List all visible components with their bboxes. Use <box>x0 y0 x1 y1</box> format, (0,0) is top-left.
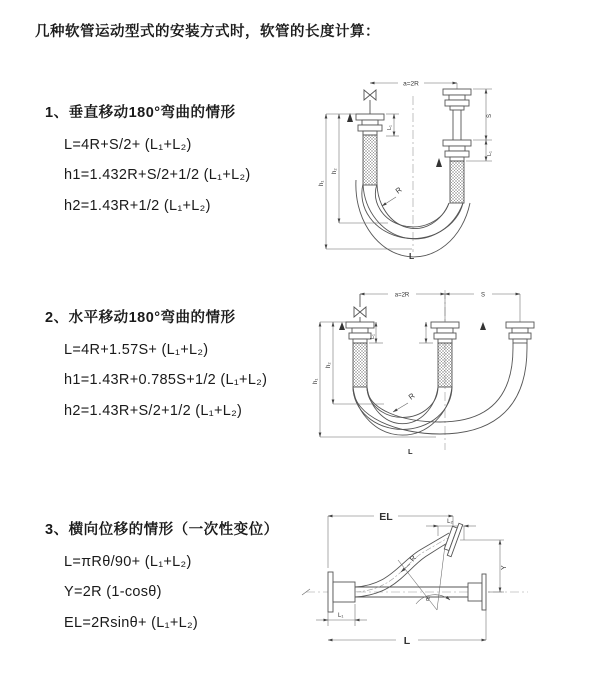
movement-arrow-icon <box>480 322 486 330</box>
dim-label-h1: h₁ <box>313 378 319 384</box>
dim-label-r: R <box>407 553 419 564</box>
dim-label-l1: L₁ <box>487 151 493 156</box>
dim-label-s: S <box>487 113 493 118</box>
dim-label-l-bottom: L <box>408 447 413 456</box>
dim-label-h1: h₁ <box>319 180 325 186</box>
dim-label-l2: L₂ <box>447 519 453 525</box>
dim-label-l-bottom: L <box>409 251 415 261</box>
formula-line: h2=1.43R+S/2+1/2 (L₁+L₂) <box>64 402 243 419</box>
formula-line: Y=2R (1-cosθ) <box>64 584 162 600</box>
formula-line: EL=2Rsinθ+ (L₁+L₂) <box>64 614 199 631</box>
dim-label-el: EL <box>379 511 393 523</box>
dimension-el <box>328 511 453 568</box>
left-pipe-assembly <box>356 100 384 185</box>
formula-line: h2=1.43R+1/2 (L₁+L₂) <box>64 197 211 214</box>
braided-hose <box>363 135 377 185</box>
braided-hose <box>353 343 367 387</box>
dim-label-h2: h₂ <box>332 168 338 174</box>
braided-hose <box>450 161 464 203</box>
dim-label-a2r: a=2R <box>403 80 419 88</box>
right-pipe-assembly <box>443 89 471 203</box>
left-flange <box>328 572 355 612</box>
braided-hose <box>438 343 452 387</box>
section-horizontal-movement <box>45 306 267 419</box>
dim-label-l1: L₁ <box>338 613 344 619</box>
dim-label-r: R <box>393 185 404 196</box>
formula-line: h1=1.43R+0.785S+1/2 (L₁+L₂) <box>64 372 268 388</box>
movement-arrow-icon <box>347 113 353 122</box>
dim-label-l1: L₁ <box>370 334 376 339</box>
dimension-a-2r <box>360 293 445 299</box>
middle-pipe-assembly <box>431 294 459 387</box>
diagram-horizontal-180-bend <box>308 282 598 464</box>
section-2-heading: 2、水平移动180°弯曲的情形 <box>45 310 236 326</box>
movement-arrow-icon <box>436 158 442 167</box>
dimension-s <box>473 89 493 140</box>
left-pipe-assembly <box>346 322 374 387</box>
dim-label-s: S <box>480 292 486 299</box>
section-1-heading: 1、垂直移动180°弯曲的情形 <box>45 105 236 121</box>
page-title: 几种软管运动型式的安装方式时，软管的长度计算： <box>35 24 380 40</box>
dim-label-l1: L₁ <box>387 125 393 130</box>
dim-label-a2r: a=2R <box>394 292 410 299</box>
valve-icon <box>354 294 366 322</box>
angle-theta-construction <box>398 545 450 610</box>
radius-leader <box>393 391 417 412</box>
dim-label-r: R <box>406 391 417 402</box>
dimension-l-bottom <box>328 610 486 647</box>
formula-line: L=4R+S/2+ (L₁+L₂) <box>64 136 192 153</box>
formula-line: L=4R+1.57S+ (L₁+L₂) <box>64 341 209 358</box>
tilted-flange-displaced <box>443 522 463 557</box>
section-3-heading: 3、横向位移的情形（一次性变位） <box>45 522 279 538</box>
valve-icon <box>364 90 376 100</box>
dimension-a-2r <box>370 81 457 90</box>
formula-line: h1=1.432R+S/2+1/2 (L₁+L₂) <box>64 167 251 183</box>
dim-label-y: Y <box>501 565 508 570</box>
diagram-lateral-displacement <box>298 500 598 658</box>
angle-label-theta: θ <box>426 596 430 603</box>
dim-label-l: L <box>403 635 411 647</box>
movement-arrow-icon <box>339 322 345 330</box>
right-flange-original <box>468 574 486 610</box>
dimension-s <box>445 293 520 323</box>
dimension-l1-left <box>386 114 399 136</box>
formula-line: L=πRθ/90+ (L₁+L₂) <box>64 553 192 570</box>
section-vertical-movement <box>45 101 251 214</box>
section-lateral-displacement <box>45 518 279 631</box>
radius-leader <box>382 185 404 206</box>
dimension-l1 <box>316 604 367 626</box>
diagram-vertical-180-bend <box>312 70 597 262</box>
dim-label-h2: h₂ <box>326 362 332 368</box>
shifted-pipe-assembly <box>506 322 534 348</box>
